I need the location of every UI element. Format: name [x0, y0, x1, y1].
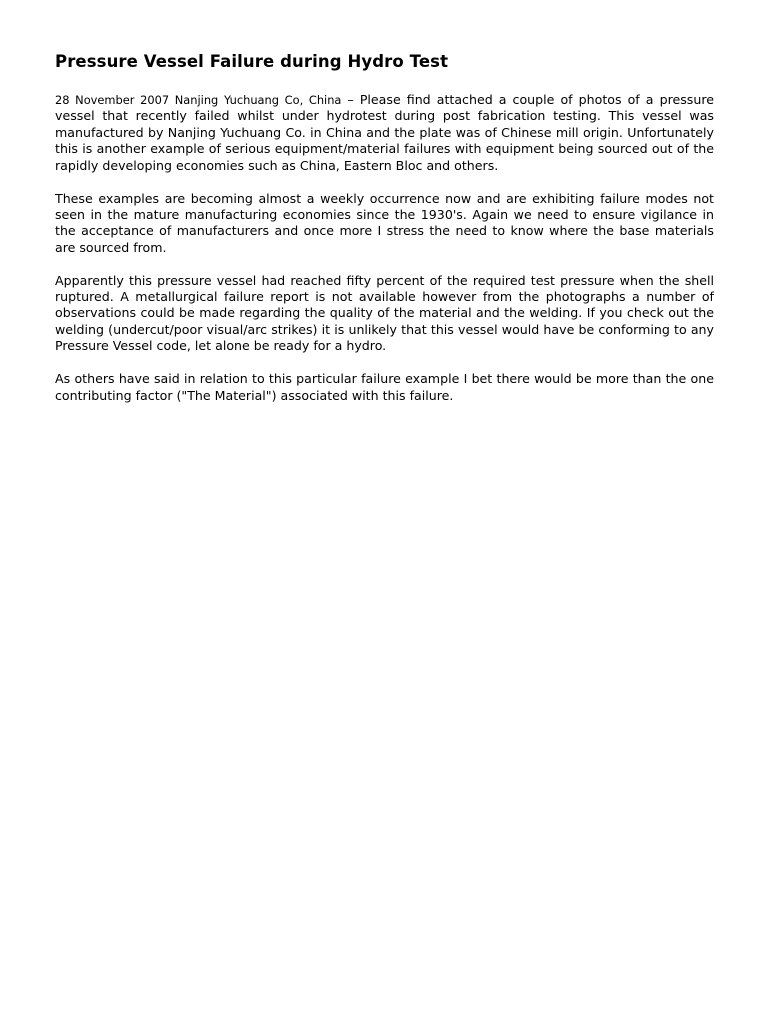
paragraph-conclusion: As others have said in relation to this particular failure example I bet there would be more than the one contributing factor ("The Material") associated with this failure. [55, 371, 714, 403]
document-page [55, 52, 714, 421]
paragraph-examples: These examples are becoming almost a weekly occurrence now and are exhibiting failure modes not seen in the mature manufacturing economies since the 1930's. Again we need to ensure vigilance in the acceptance of manufacturers and once more I stress the need to know where the base materials are sourced from. [55, 190, 714, 255]
paragraph-rupture: Apparently this pressure vessel had reached fifty percent of the required test pressure when the shell ruptured. A metallurgical failure report is not available however from the photographs a number of observations could be made regarding the quality of the material and the welding. If you check out the welding (undercut/poor visual/arc strikes) it is unlikely that this vessel would have be conforming to any Pressure Vessel code, let alone be ready for a hydro. [55, 272, 714, 354]
paragraph-intro [55, 92, 714, 174]
paragraph-text: – Please find attached a couple of photos of a pressure vessel that recently failed whilst under hydrotest during post fabrication testing. This vessel was manufactured by Nanjing Yuchuang Co. in China and the plate was of Chinese mill origin. Unfortunately this is another example of serious equipment/material failures with equipment being sourced out of the rapidly developing economies such as China, Eastern Bloc and others. [55, 92, 714, 173]
document-title: Pressure Vessel Failure during Hydro Test [55, 52, 449, 71]
dateline: 28 November 2007 Nanjing Yuchuang Co, China [55, 93, 342, 107]
